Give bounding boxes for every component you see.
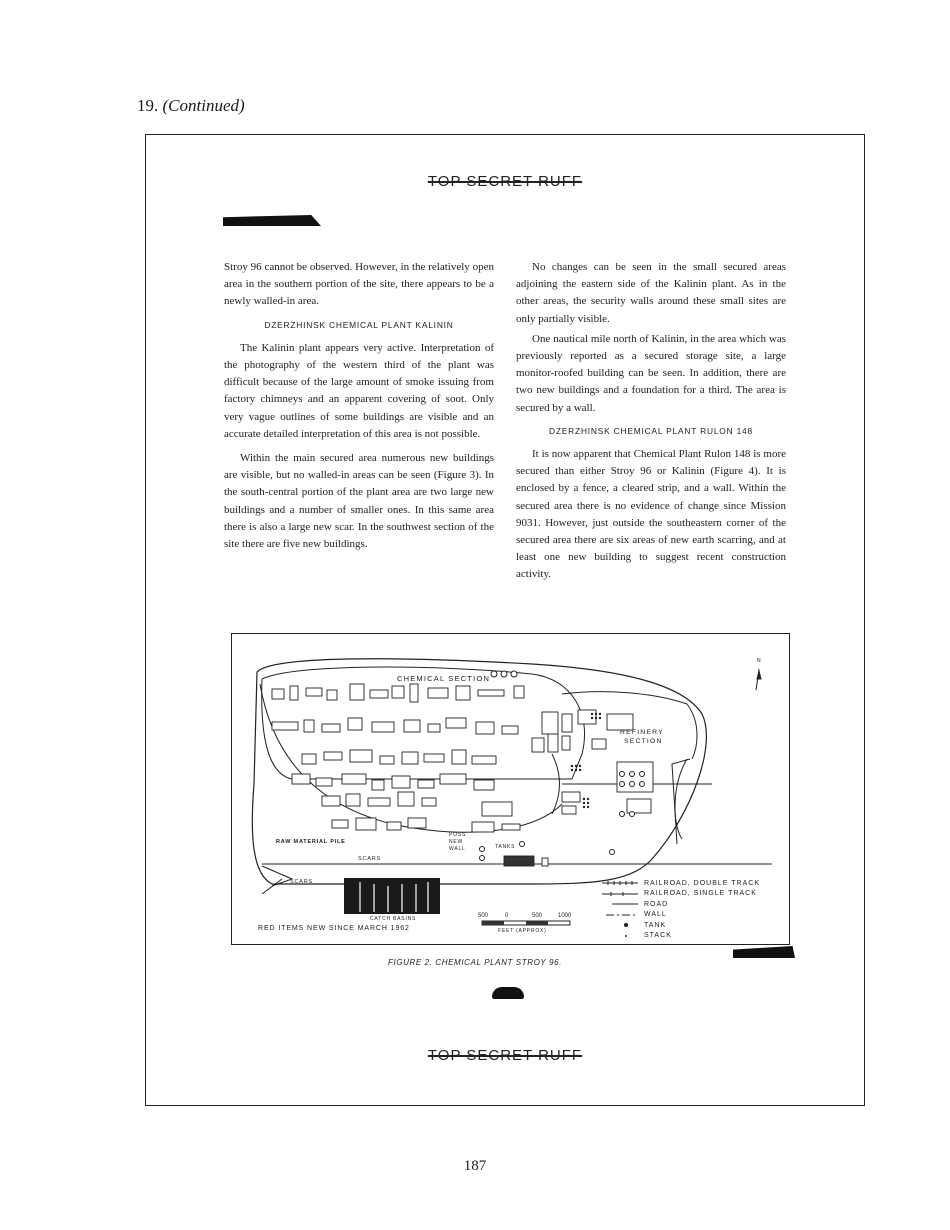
- section-continued: (Continued): [162, 96, 245, 115]
- legend-label: RAILROAD, DOUBLE TRACK: [644, 879, 761, 887]
- legend-label: RAILROAD, SINGLE TRACK: [644, 890, 757, 898]
- subheading-kalinin: DZERZHINSK CHEMICAL PLANT KALININ: [264, 319, 454, 330]
- label-wall: WALL: [449, 846, 466, 852]
- map-legend: [602, 878, 782, 941]
- label-refinery: REFINERY: [620, 729, 664, 736]
- page-number: 187: [463, 1158, 487, 1174]
- label-scars: SCARS: [358, 856, 381, 862]
- redaction-block: [223, 215, 321, 226]
- railroad-double-icon: [602, 879, 638, 887]
- legend-label: WALL: [644, 911, 667, 919]
- legend-row: [602, 910, 782, 921]
- scale-tick: 0: [505, 913, 509, 919]
- tank-icon: [602, 921, 638, 929]
- scale-unit: FEET (APPROX): [498, 928, 547, 934]
- legend-row: [602, 889, 782, 900]
- legend-label: STACK: [644, 932, 672, 940]
- legend-label: TANK: [644, 921, 667, 929]
- paragraph: The Kalinin plant appears very active. Interpretation of the photography of the western third of the plant was difficult because of the large amount of smoke issuing from factory chimneys and an apparent covering of soot. Only very vague outlines of some buildings are visible and an accurate detailed interpretation of this area is not possible.: [224, 341, 494, 440]
- catch-basins: [344, 878, 440, 914]
- road-icon: [602, 900, 638, 908]
- paragraph: One nautical mile north of Kalinin, in the area which was previously reported as a secured storage site, a large monitor-roofed building can be seen. In addition, there are two new buildings and a foundation for a third. The area is secured by a wall.: [516, 332, 786, 414]
- label-north: N: [757, 658, 761, 664]
- label-refinery-section: SECTION: [624, 738, 663, 745]
- label-poss: POSS: [449, 832, 467, 838]
- scale-tick: 1000: [558, 913, 572, 919]
- site-map-figure: [231, 633, 790, 945]
- classification-bottom: TOP SECRET RUFF: [427, 1047, 583, 1064]
- label-new: NEW: [449, 839, 464, 845]
- section-heading: [137, 96, 245, 116]
- scale-bar: [482, 921, 570, 925]
- north-arrow: [756, 669, 761, 690]
- label-raw-material-pile: RAW MATERIAL PILE: [276, 839, 346, 845]
- stack-icon: [602, 932, 638, 940]
- legend-label: ROAD: [644, 900, 669, 908]
- section-number: 19.: [137, 96, 159, 115]
- legend-row: [602, 899, 782, 910]
- right-column: [516, 259, 786, 587]
- redaction-block-small: [492, 987, 524, 999]
- paragraph: It is now apparent that Chemical Plant Rulon 148 is more secured than either Stroy 96 or Kalinin (Figure 4). It is enclosed by a fence, a cleared strip, and a wall. Within the secured area there is no evidence of change since Mission 9031. However, just outside the southeastern corner of the secured area there are six areas of new earth scarring, and at least one new building to suggest recent construction activity.: [516, 448, 786, 581]
- paragraph: No changes can be seen in the small secured areas adjoining the eastern side of the Kalinin plant. As in the other areas, the security walls around these small sites are only partially visible.: [516, 261, 786, 325]
- label-red-items: RED ITEMS NEW SINCE MARCH 1962: [258, 925, 410, 932]
- scale-tick: 500: [532, 913, 543, 919]
- railroad-single-icon: [602, 890, 638, 898]
- left-column: [224, 259, 494, 556]
- paragraph: Within the main secured area numerous new buildings are visible, but no walled-in areas can be seen (Figure 3). In the south-central portion of the plant area are two large new buildings and a number of smaller ones. In this same area there is also a large new scar. In the southwest section of the site there are five new buildings.: [224, 452, 494, 551]
- figure-caption: FIGURE 2. CHEMICAL PLANT STROY 96.: [388, 958, 562, 967]
- wall-icon: [602, 911, 638, 919]
- classification-top: TOP SECRET RUFF: [427, 173, 583, 190]
- subheading-rulon: DZERZHINSK CHEMICAL PLANT RULON 148: [549, 425, 753, 436]
- label-tanks: TANKS: [495, 844, 516, 850]
- scale-tick: 500: [478, 913, 489, 919]
- legend-row: [602, 920, 782, 931]
- label-catch-basins: CATCH BASINS: [370, 916, 417, 922]
- legend-row: [602, 931, 782, 942]
- legend-row: [602, 878, 782, 889]
- label-chemical-section: CHEMICAL SECTION: [397, 674, 491, 683]
- paragraph: Stroy 96 cannot be observed. However, in the relatively open area in the southern portion of the site, there appears to be a newly walled-in area.: [224, 261, 494, 308]
- label-scars: SCARS: [290, 879, 313, 885]
